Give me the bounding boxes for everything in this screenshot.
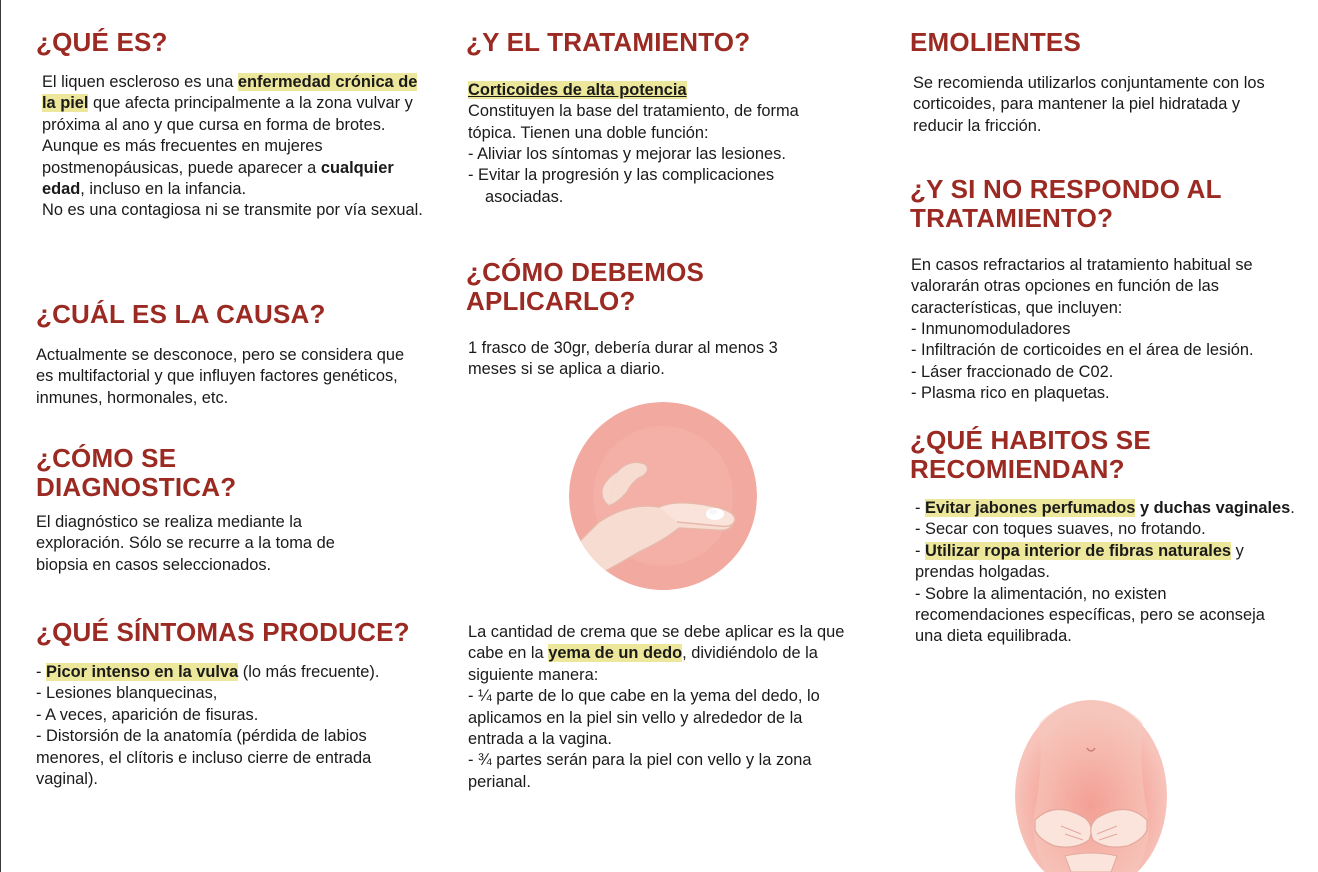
paragraph-aplicar: 1 frasco de 30gr, debería durar al menos 3 meses si se aplica a diario. xyxy=(468,339,778,379)
paragraph-que-es: El liquen escleroso es una enfermedad crónica de la piel que afecta principalmente a la zona vulvar y próxima al ano y que cursa en forma de brotes. Aunque es más frecuentes en mujeres postmenopáusicas, puede aparecer a cualquier edad, incluso en la infancia. No es una contagiosa ni se transmite por vía sexual. xyxy=(42,73,423,220)
bold-cualquier-edad: cualquier edad xyxy=(42,158,394,199)
list-tratamiento xyxy=(468,144,848,208)
list-item: - Plasma rico en plaquetas. xyxy=(911,384,1110,403)
highlight-picor-intenso: Picor intenso en la vulva xyxy=(46,663,239,681)
highlight-yema-dedo: yema de un dedo xyxy=(548,644,683,663)
list-item: - Inmunomoduladores xyxy=(911,320,1071,338)
list-item: - Evitar la progresión y las complicaciones asociadas. xyxy=(468,166,775,206)
highlight-jabones: Evitar jabones perfumados xyxy=(925,499,1136,517)
heading-aplicar: ¿CÓMO DEBEMOS APLICARLO? xyxy=(466,257,705,316)
heading-no-responde: ¿Y SI NO RESPONDO AL TRATAMIENTO? xyxy=(910,174,1222,233)
paragraph-emolientes: Se recomienda utilizarlos conjuntamente con los corticoides, para mantener la piel hidratada y reducir la fricción. xyxy=(913,74,1265,135)
paragraph-tratamiento: Corticoides de alta potencia Constituyen la base del tratamiento, de forma tópica. Tienen una doble función: xyxy=(468,81,799,142)
highlight-ropa-interior: Utilizar ropa interior de fibras naturales xyxy=(925,541,1232,560)
list-sintomas: - Picor intenso en la vulva (lo más frecuente). - Lesiones blanquecinas, - A veces, aparición de fisuras. - Distorsión de la anatomía (pérdida de labios menores, el clítoris e incluso cierre de entrada vaginal). xyxy=(36,663,380,789)
paragraph-no-responde: En casos refractarios al tratamiento habitual se valorarán otras opciones en función de las características, que incluyen: xyxy=(911,256,1253,317)
heading-causa: ¿CUÁL ES LA CAUSA? xyxy=(36,299,326,329)
page-border-line xyxy=(0,0,1,872)
highlight-enfermedad-cronica: enfermedad crónica de la piel xyxy=(42,73,418,113)
heading-emolientes: EMOLIENTES xyxy=(910,27,1082,57)
finger-cream-illustration xyxy=(569,402,757,590)
heading-tratamiento: ¿Y EL TRATAMIENTO? xyxy=(466,27,751,57)
paragraph-causa: Actualmente se desconoce, pero se considera que es multifactorial y que influyen factores genéticos, inmunes, hormonales, etc. xyxy=(36,346,405,407)
list-item: - Láser fraccionado de C02. xyxy=(911,362,1114,381)
heading-que-es: ¿QUÉ ES? xyxy=(36,27,168,57)
paragraph-cantidad: La cantidad de crema que se debe aplicar es la que cabe en la yema de un dedo, dividiéndolo de la siguiente manera: - ¼ parte de lo que cabe en la yema del dedo, lo aplicamos en la piel sin vello y alrededor de la entrada a la vagina. - ¾ partes serán para la piel con vello y la zona perianal. xyxy=(468,623,845,791)
list-item: - Infiltración de corticoides en el área de lesión. xyxy=(911,341,1254,360)
list-no-responde xyxy=(911,319,1303,405)
heading-sintomas: ¿QUÉ SÍNTOMAS PRODUCE? xyxy=(36,617,410,647)
list-item: - Aliviar los síntomas y mejorar las lesiones. xyxy=(468,145,786,163)
heading-diagnostico: ¿CÓMO SE DIAGNOSTICA? xyxy=(36,443,237,502)
heading-habitos: ¿QUÉ HABITOS SE RECOMIENDAN? xyxy=(910,425,1151,484)
paragraph-diagnostico: El diagnóstico se realiza mediante la exploración. Sólo se recurre a la toma de biopsia en casos seleccionados. xyxy=(36,513,335,574)
abdomen-illustration xyxy=(1015,700,1167,872)
list-habitos: - Evitar jabones perfumados y duchas vaginales. - Secar con toques suaves, no frotando. - Utilizar ropa interior de fibras naturales y prendas holgadas. - Sobre la alimentación, no existen recomendaciones específicas, pero se aconseja una dieta equilibrada. xyxy=(915,499,1295,646)
subheading-corticoides: Corticoides de alta potencia xyxy=(468,81,687,99)
